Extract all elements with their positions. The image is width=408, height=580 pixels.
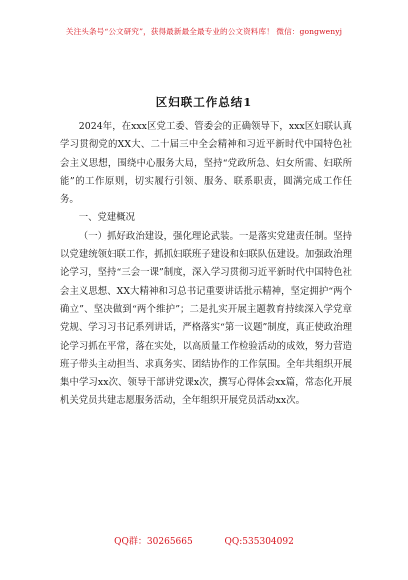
section-heading: 一、党建概况 [78,212,136,224]
footer-contacts [0,534,408,547]
document-title: 区妇联工作总结1 [155,95,253,109]
qq-number: QQ:535304092 [224,537,294,547]
intro-paragraph: 2024年，在xxx区党工委、管委会的正确领导下，xxx区妇联认真学习贯彻党的XX大、二十届三中全会精神和习近平新时代中国特色社会主义思想，围绕中心服务大局，坚持“党政所急、妇女所需、妇联所能”的工作原则，切实履行引领、服务、联系职责，圆满完成工作任务。 [60,121,352,206]
section-paragraph: （一）抓好政治建设，强化理论武装。一是落实党建责任制。坚持以党建统领妇联工作，抓抓妇联班子建设和妇联队伍建设。加强政治理论学习，坚持“三会一课”制度，深入学习贯彻习近平新时代中国特色社会主义思想、XX大精神和习总书记重要讲话批示精神，坚定拥护“两个确立”、坚决做到“两个维护”；二是扎实开展主题教育持续深入学党章党规、学习习书记系列讲话，严格落实“第一议题”制度，真正使政治理论学习抓在平常，落在实处，以高质量工作检验活动的成效，努力营造班子带头主动担当、求真务实、团结协作的工作氛围。全年共组织开展集中学习xx次、领导干部讲党课x次，撰写心得体会xx篇，常态化开展机关党员共建志愿服务活动，全年组织开展党员活动xx次。 [60,230,352,407]
document-body [60,118,352,411]
header-promo-note: 关注头条号“公文研究”，获得最新最全最专业的公文资料库！ 微信：gongwenyj [65,27,343,36]
qq-group-number: QQ群：30265665 [114,537,193,547]
